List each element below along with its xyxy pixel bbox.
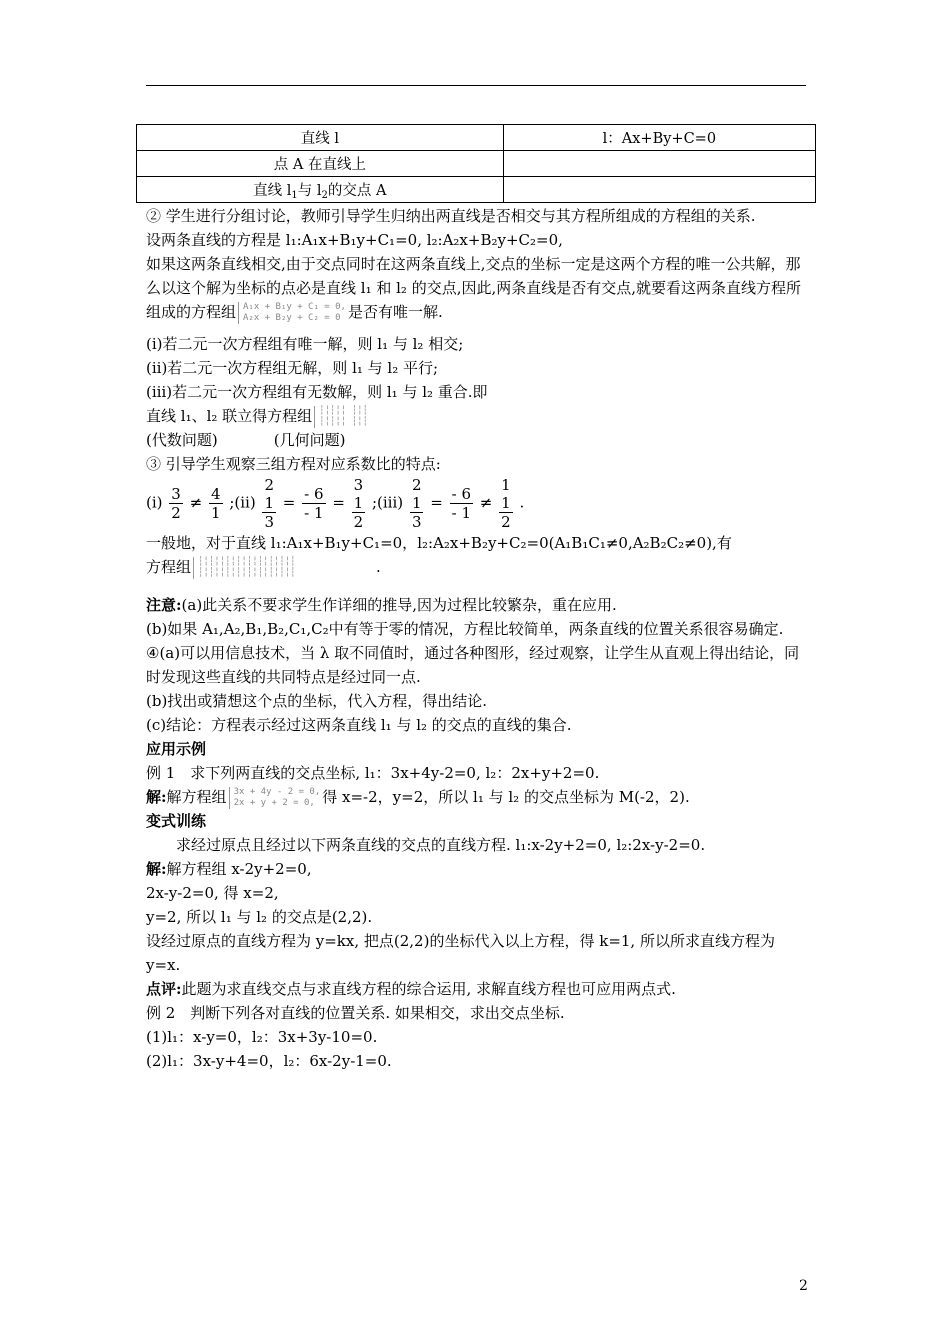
fraction: $\frac{3}{2}$ [171,485,181,522]
fraction: $\frac{4}{1}$ [210,485,221,522]
note: 注意:(a)此关系不要求学生作详细的推导,因为过程比较繁杂，重在应用. [146,596,617,614]
paragraph: (c)结论：方程表示经过这两条直线 l₁ 与 l₂ 的交点的直线的集合. [146,716,572,734]
table-cell [503,177,815,203]
paragraph: ③ 引导学生观察三组方程对应系数比的特点: [146,455,441,473]
equation-system-image: ┆╎┆╎╎┆╎┆╎┆╎┆╎┆╎┆╎┆ ┆╎┆╎╎┆╎┆╎┆╎┆╎┆╎┆╎┆ [193,557,374,579]
table-cell: 直线 l [137,125,504,151]
table-cell: 直线 $l_1$与 $l_2$的交点 A [137,177,504,203]
solution: 解:解方程组 x-2y+2=0, [146,860,312,878]
case-item: (ⅱ)若二元一次方程组无解，则 l₁ 与 l₂ 平行; [146,359,439,377]
main-content [146,204,810,1073]
case-item: (ⅰ)若二元一次方程组有唯一解，则 l₁ 与 l₂ 相交; [146,335,464,353]
caption-row: (代数问题) (几何问题) [146,431,346,449]
case-item: (ⅲ)若二元一次方程组有无数解，则 l₁ 与 l₂ 重合.即 [146,383,488,401]
example-item: (1)l₁：x-y=0，l₂：3x+3y-10=0. [146,1028,378,1046]
comment: 点评:此题为求直线交点与求直线方程的综合运用, 求解直线方程也可应用两点式. [146,980,676,998]
solution-line: y=2, 所以 l₁ 与 l₂ 的交点是(2,2). [146,908,373,926]
table-cell: l：Ax+By+C=0 [503,125,815,151]
table-row [137,151,816,177]
comparison-table [136,124,816,203]
paragraph: 如果这两条直线相交,由于交点同时在这两条直线上,交点的坐标一定是这两个方程的唯一公共解，那么以这个解为坐标的点必是直线 l₁ 和 l₂ 的交点,因此,两条直线是否有交点,就要看这两条直线方程所组成的方程组 A₁x + B₁y + C₁ = 0, A₂x + B₂y + C₂ = 0 是否有唯一解. [146,255,802,323]
fraction: 2 1 3 [264,476,274,531]
paragraph: (b)找出或猜想这个点的坐标，代入方程，得出结论. [146,692,488,710]
header-rule [146,85,806,86]
solution: 解:解方程组 3x + 4y - 2 = 0, 2x + y + 2 = 0, 得 x=-2，y=2，所以 l₁ 与 l₂ 的交点坐标为 M(-2，2). [146,787,690,808]
section-heading: 变式训练 [146,812,207,830]
table-row [137,177,816,203]
table-row [137,125,816,151]
fraction-row: (ⅰ) $\frac{3}{2}$ ≠ $\frac{4}{1}$ ;(ⅱ) 2 1 3 = $\frac{- 6}{- 1}$ = 3 1 2 ;(ⅲ) 2 1 3 = $\frac{- 6}{- 1}$ ≠ 1 1 2 . [146,476,525,531]
solution-line: 2x-y-2=0, 得 x=2, [146,884,279,902]
paragraph: ④(a)可以用信息技术，当 λ 取不同值时，通过各种图形，经过观察，让学生从直观上得出结论，同时发现这些直线的共同特点是经过同一点. [146,644,800,686]
paragraph: ② 学生进行分组讨论，教师引导学生归纳出两直线是否相交与其方程所组成的方程组的关系. [146,207,756,225]
equation-system: A₁x + B₁y + C₁ = 0, A₂x + B₂y + C₂ = 0 [238,302,346,324]
fraction: 2 1 3 [411,476,422,531]
fraction: $\frac{- 6}{- 1}$ [304,485,324,522]
note: (b)如果 A₁,A₂,B₁,B₂,C₁,C₂中有等于零的情况，方程比较简单，两条直线的位置关系很容易确定. [146,620,784,638]
case-item: 直线 l₁、l₂ 联立得方程组 ┆╎┆╎╎ ┆╎┆ ┆╎┆╎╎ ┆╎┆ [146,406,368,427]
fraction: 3 1 2 [353,476,364,531]
equation-system-image: ┆╎┆╎╎ ┆╎┆ ┆╎┆╎╎ ┆╎┆ [314,406,368,428]
paragraph: 一般地，对于直线 l₁:A₁x+B₁y+C₁=0，l₂:A₂x+B₂y+C₂=0(A₁B₁C₁≠0,A₂B₂C₂≠0),有 [146,534,732,552]
section-heading: 应用示例 [146,740,207,758]
paragraph: 方程组 ┆╎┆╎╎┆╎┆╎┆╎┆╎┆╎┆╎┆ ┆╎┆╎╎┆╎┆╎┆╎┆╎┆╎┆╎┆ . [146,557,381,578]
fraction: $\frac{- 6}{- 1}$ [451,485,472,522]
example-item: (2)l₁：3x-y+4=0，l₂：6x-2y-1=0. [146,1052,392,1070]
paragraph: 设两条直线的方程是 l₁:A₁x+B₁y+C₁=0, l₂:A₂x+B₂y+C₂=0, [146,231,563,249]
example: 例 2 判断下列各对直线的位置关系. 如果相交，求出交点坐标. [146,1004,565,1022]
fraction: 1 1 2 [501,476,511,531]
equation-system: 3x + 4y - 2 = 0, 2x + y + 2 = 0, [229,787,321,809]
page-number: 2 [799,1278,808,1294]
table-cell [503,151,815,177]
table-cell: 点 A 在直线上 [137,151,504,177]
example: 例 1 求下列两直线的交点坐标, l₁：3x+4y-2=0, l₂：2x+y+2=0. [146,764,600,782]
exercise: 求经过原点且经过以下两条直线的交点的直线方程. l₁:x-2y+2=0, l₂:2x-y-2=0. [176,836,706,854]
solution-line: 设经过原点的直线方程为 y=kx, 把点(2,2)的坐标代入以上方程，得 k=1, 所以所求直线方程为 y=x. [146,932,775,974]
